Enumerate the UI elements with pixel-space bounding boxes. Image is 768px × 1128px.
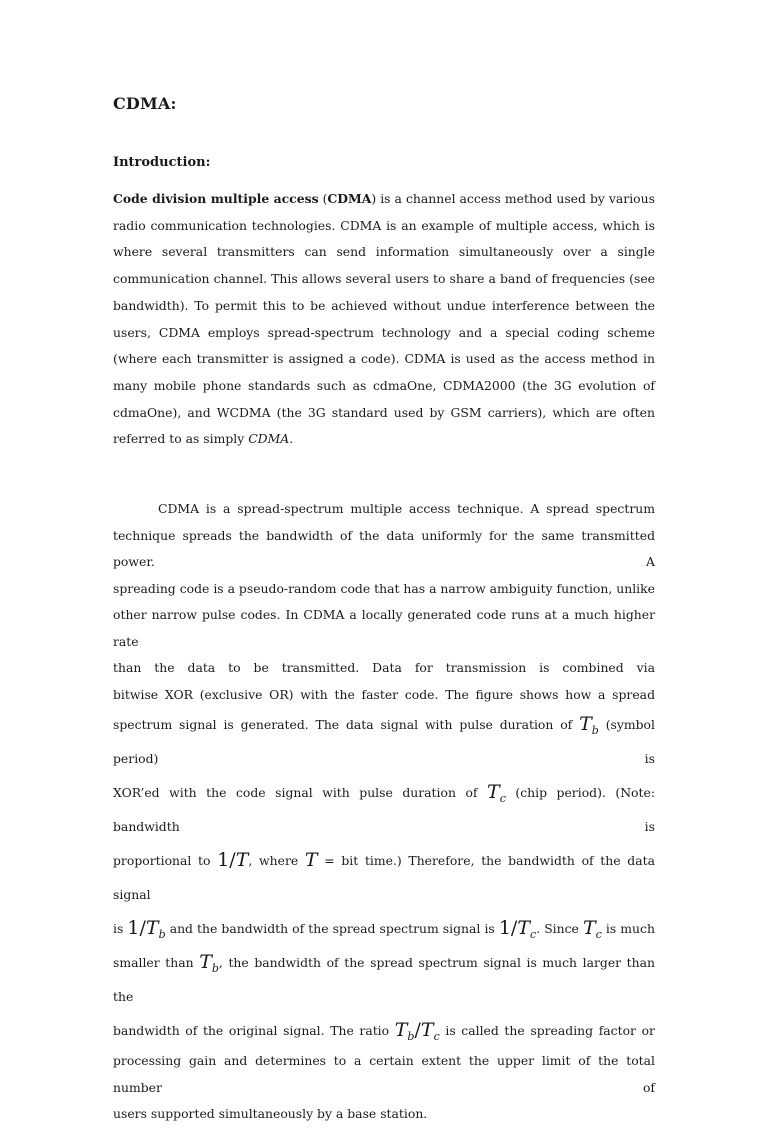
math-T: T [304,849,318,871]
para2-line: XOR’ed with the code signal with pulse duration of $T_c$ (chip period). (Note: bandwidth is [113,781,655,834]
document-title: CDMA: [113,94,177,113]
term-cdma-abbr: CDMA [327,191,372,206]
para2-line: is $1/T_b$ and the bandwidth of the spread spectrum signal is $1/T_c$. Since $T_c$ is much [113,917,655,941]
para2-line: spectrum signal is generated. The data signal with pulse duration of $T_b$ (symbol period) is [113,713,655,766]
math-Tc: $T_c$ [487,781,506,805]
math-one-over-Tc: $1/T_c$ [498,917,537,941]
para2-line: bitwise XOR (exclusive OR) with the faster code. The figure shows how a spread [113,686,655,702]
spread-spectrum-paragraph [113,496,655,1128]
math-one-over-Tb: $1/T_b$ [127,917,166,941]
math-one-over-T: 1/T [217,849,249,871]
section-heading-introduction: Introduction: [113,155,211,170]
para2-line: CDMA is a spread-spectrum multiple access technique. A spread spectrum [158,501,655,516]
para2-line: proportional to 1/T, where T = bit time.) Therefore, the bandwidth of the data signal [113,849,655,902]
para2-line: technique spreads the bandwidth of the data uniformly for the same transmitted power. A [113,527,655,569]
intro-paragraph: Code division multiple access (CDMA) is a channel access method used by various radio communication technologies. CDMA is an example of multiple access, which is where several transmitters can send information simultaneously over a single communication channel. This allows several users to share a band of frequencies (see bandwidth). To permit this to be achieved without undue interference between the users, CDMA employs spread-spectrum technology and a special coding scheme (where each transmitter is assigned a code). CDMA is used as the access method in many mobile phone standards such as cdmaOne, CDMA2000 (the 3G evolution of cdmaOne), and WCDMA (the 3G standard used by GSM carriers), which are often referred to as simply CDMA. [113,191,655,447]
para2-line: other narrow pulse codes. In CDMA a locally generated code runs at a much higher rate [113,607,655,649]
term-code-division-multiple-access: Code division multiple access [113,191,319,206]
math-Tb-over-Tc: $T_b/T_c$ [394,1019,440,1043]
para2-line: bandwidth of the original signal. The ratio $T_b/T_c$ is called the spreading factor or [113,1019,655,1043]
para2-line: smaller than $T_b$, the bandwidth of the spread spectrum signal is much larger than the [113,951,655,1004]
math-Tb: $T_b$ [579,713,599,737]
para2-line: processing gain and determines to a certain extent the upper limit of the total number of [113,1053,655,1095]
para2-line: spreading code is a pseudo-random code that has a narrow ambiguity function, unlike [113,580,655,596]
math-Tc: $T_c$ [582,917,602,941]
italic-cdma: CDMA [248,431,290,447]
para2-line: users supported simultaneously by a base station. [113,1106,428,1121]
math-Tb: $T_b$ [199,951,219,975]
para2-line: than the data to be transmitted. Data for transmission is combined via [113,660,655,675]
